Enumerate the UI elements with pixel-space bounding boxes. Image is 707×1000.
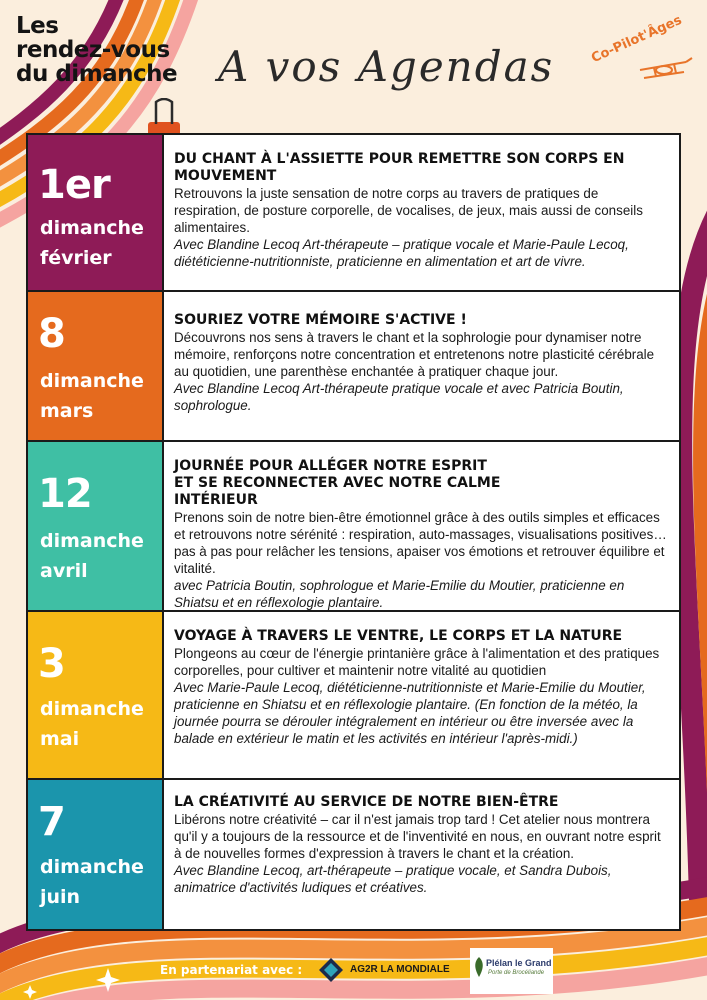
event-row <box>28 780 679 929</box>
event-day-number: 12 <box>38 471 92 517</box>
title-line: Les <box>16 13 59 39</box>
plelan-name: Plélan le Grand <box>486 958 552 968</box>
title-line: rendez-vous <box>16 37 170 63</box>
event-description: Retrouvons la juste sensation de notre corps au travers de pratiques de respiration, de posture corporelle, de vocalises, de jeux, mais aussi de conseils alimentaires. <box>174 186 643 235</box>
event-details <box>174 458 667 611</box>
plelan-logo <box>470 948 553 994</box>
event-description: Découvrons nos sens à travers le chant et la sophrologie pour dynamiser notre mémoire, renforçons notre concentration et entretenons notre plasticité cérébrale au quotidien, une parenthèse enchantée à pratiquer chaque jour. <box>174 330 655 379</box>
ag2r-diamond-icon <box>318 957 344 983</box>
event-details <box>174 312 667 414</box>
partner-label: En partenariat avec : <box>160 963 303 977</box>
event-speakers: Avec Blandine Lecoq Art-thérapeute – pratique vocale et Marie-Paule Lecoq, diététicienne-nutritionniste, praticienne en alimentation et art de vivre. <box>174 237 629 269</box>
event-month: mars <box>40 400 94 422</box>
event-date-cell <box>28 780 164 929</box>
co-pilotages-logo <box>588 12 700 90</box>
event-weekday: dimanche <box>40 698 144 720</box>
event-row <box>28 292 679 442</box>
event-day-number: 7 <box>38 799 65 845</box>
event-row <box>28 135 679 292</box>
event-description: Prenons soin de notre bien-être émotionnel grâce à des outils simples et efficaces et retrouvons notre sérénité : respiration, auto-massages, visualisations positives… pas à pas pour relâcher les tensions, apaiser vos émotions et retrouver équilibre et vitalité. <box>174 510 667 576</box>
event-title: VOYAGE À TRAVERS LE VENTRE, LE CORPS ET LA NATURE <box>174 628 623 644</box>
event-month: février <box>40 247 112 269</box>
event-description: Libérons notre créativité – car il n'est jamais trop tard ! Cet atelier nous montrera qu'il y a toujours de la ressource et de l'inventivité en nous, en ouvrant notre esprit à de nouvelles formes d'expression à travers le chant et la création. <box>174 812 661 861</box>
event-month: mai <box>40 728 80 750</box>
event-details <box>174 794 667 896</box>
title-line: du dimanche <box>16 61 178 87</box>
ag2r-logo <box>318 956 450 984</box>
event-day-number: 1er <box>38 162 110 208</box>
ag2r-name: AG2R LA MONDIALE <box>350 964 450 975</box>
event-weekday: dimanche <box>40 530 144 552</box>
event-date-cell <box>28 442 164 610</box>
event-speakers: Avec Blandine Lecoq Art-thérapeute pratique vocale et avec Patricia Boutin, sophrologue. <box>174 381 624 413</box>
event-title: LA CRÉATIVITÉ AU SERVICE DE NOTRE BIEN-ÊTRE <box>174 794 559 810</box>
event-description: Plongeons au cœur de l'énergie printanière grâce à l'alimentation et des pratiques corporelles, pour cultiver et maintenir notre vitalité au quotidien <box>174 646 660 678</box>
event-date-cell <box>28 612 164 778</box>
logo-text: Co-Pilot'Âges <box>589 12 685 67</box>
event-details <box>174 151 667 270</box>
plelan-subtitle: Porte de Brocéliande <box>488 970 545 976</box>
event-weekday: dimanche <box>40 217 144 239</box>
event-title: JOURNÉE POUR ALLÉGER NOTRE ESPRIT ET SE RECONNECTER AVEC NOTRE CALME INTÉRIEUR <box>174 458 501 508</box>
script-title: A vos Agendas <box>218 42 555 91</box>
page-title <box>16 14 177 86</box>
event-day-number: 3 <box>38 641 65 687</box>
event-weekday: dimanche <box>40 370 144 392</box>
event-speakers: Avec Marie-Paule Lecoq, diététicienne-nutritionniste et Marie-Emilie du Moutier, praticienne en Shiatsu et en réflexologie plantaire. (En fonction de la météo, la journée pourra se dérouler intégralement en intérieur ou être inversée avec la balade en extérieur le matin et les activités en intérieur l'après-midi.) <box>174 680 646 746</box>
event-month: avril <box>40 560 88 582</box>
event-weekday: dimanche <box>40 856 144 878</box>
plelan-emblem-icon <box>472 956 486 978</box>
event-date-cell <box>28 135 164 290</box>
event-day-number: 8 <box>38 311 65 357</box>
event-month: juin <box>40 886 81 908</box>
events-table <box>26 133 681 931</box>
event-row <box>28 612 679 780</box>
event-speakers: avec Patricia Boutin, sophrologue et Marie-Emilie du Moutier, praticienne en Shiatsu et en réflexologie plantaire. <box>174 578 625 610</box>
event-title: DU CHANT À L'ASSIETTE POUR REMETTRE SON CORPS EN MOUVEMENT <box>174 151 625 184</box>
event-details <box>174 628 667 747</box>
biplane-icon <box>634 48 694 88</box>
event-row <box>28 442 679 612</box>
event-date-cell <box>28 292 164 440</box>
event-speakers: Avec Blandine Lecoq, art-thérapeute – pratique vocale, et Sandra Dubois, animatrice d'activités ludiques et créatives. <box>174 863 612 895</box>
event-title: SOURIEZ VOTRE MÉMOIRE S'ACTIVE ! <box>174 312 467 328</box>
